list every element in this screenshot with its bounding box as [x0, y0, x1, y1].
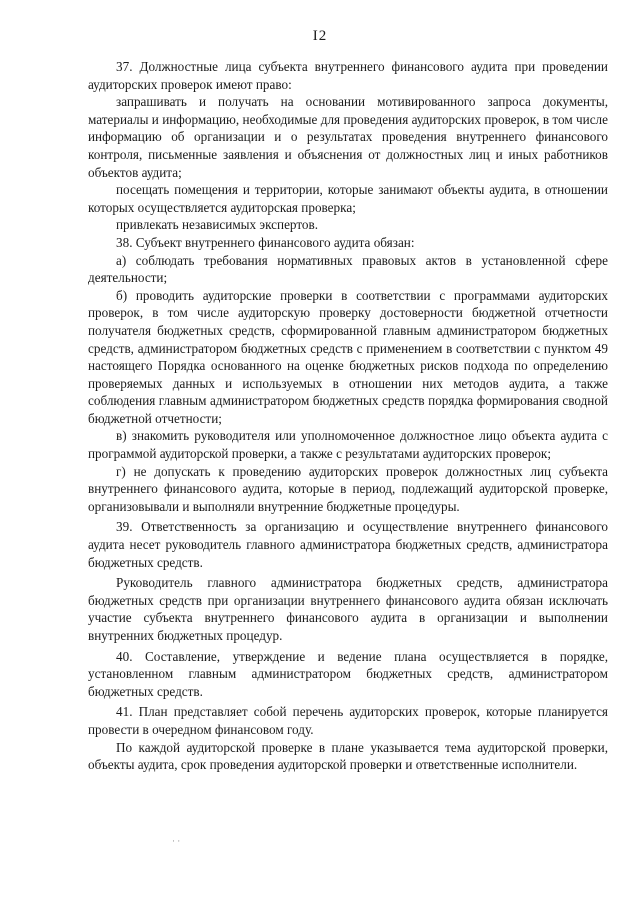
paragraph-39: 39. Ответственность за организацию и осуществление внутреннего финансового аудита несет руководитель главного администратора бюджетных средств, администратора бюджетных средств.	[88, 519, 608, 570]
paragraph-38-g: г) не допускать к проведению аудиторских проверок должностных лиц субъекта внутреннего финансового аудита, которые в период, подлежащий аудиторской проверке, организовывали и выполняли внутренние бюджетные процедуры.	[88, 463, 608, 514]
paragraph-37: 37. Должностные лица субъекта внутреннего финансового аудита при проведении аудиторских проверок имеют право:	[88, 59, 608, 92]
paragraph-38-a: а) соблюдать требования нормативных правовых актов в установленной сфере деятельности;	[88, 252, 608, 286]
paragraph-37-right-request: запрашивать и получать на основании мотивированного запроса документы, материалы и информацию, необходимые для проведения аудиторских проверок, в том числе информацию об организации и о результатах проведения внутреннего финансового контроля, письменные заявления и объяснения от должностных лиц и иных работников объектов аудита;	[88, 94, 608, 180]
document-body	[88, 58, 608, 774]
page-number: I2	[312, 28, 328, 44]
paragraph-38: 38. Субъект внутреннего финансового аудита обязан:	[116, 234, 415, 250]
paragraph-38-b: б) проводить аудиторские проверки в соответствии с программами аудиторских проверок, в том числе аудиторскую проверку достоверности бюджетной отчетности получателя бюджетных средств, сформированной главным администратором бюджетных средств, администратором бюджетных средств с применением в соответствии с пунктом 49 настоящего Порядка основанного на оценке бюджетных рисков подхода по определению проверяемых данных и используемых в отношении них методов аудита, а также соблюдения главным администратором бюджетных средств порядка формирования сводной бюджетной отчетности;	[88, 287, 608, 426]
paragraph-37-right-experts: привлекать независимых экспертов.	[116, 217, 319, 233]
scan-speck: · ·	[172, 836, 181, 846]
paragraph-40: 40. Составление, утверждение и ведение плана осуществляется в порядке, установленном главным администратором бюджетных средств, администратором бюджетных средств.	[88, 648, 608, 699]
paragraph-41-plan-contents: По каждой аудиторской проверке в плане указывается тема аудиторской проверки, объекты аудита, срок проведения аудиторской проверки и ответственные исполнители.	[88, 739, 608, 773]
paragraph-39-head-duty: Руководитель главного администратора бюджетных средств, администратора бюджетных средств при организации внутреннего финансового аудита обязан исключать участие субъекта внутреннего финансового аудита в организации и выполнении внутренних бюджетных процедур.	[88, 575, 608, 643]
paragraph-37-right-visit: посещать помещения и территории, которые занимают объекты аудита, в отношении которых осуществляется аудиторская проверка;	[88, 182, 608, 215]
paragraph-41: 41. План представляет собой перечень аудиторских проверок, которые планируется провести в очередном финансовом году.	[88, 704, 608, 737]
paragraph-38-v: в) знакомить руководителя или уполномоченное должностное лицо объекта аудита с программой аудиторской проверки, а также с результатами аудиторских проверок;	[88, 428, 608, 462]
